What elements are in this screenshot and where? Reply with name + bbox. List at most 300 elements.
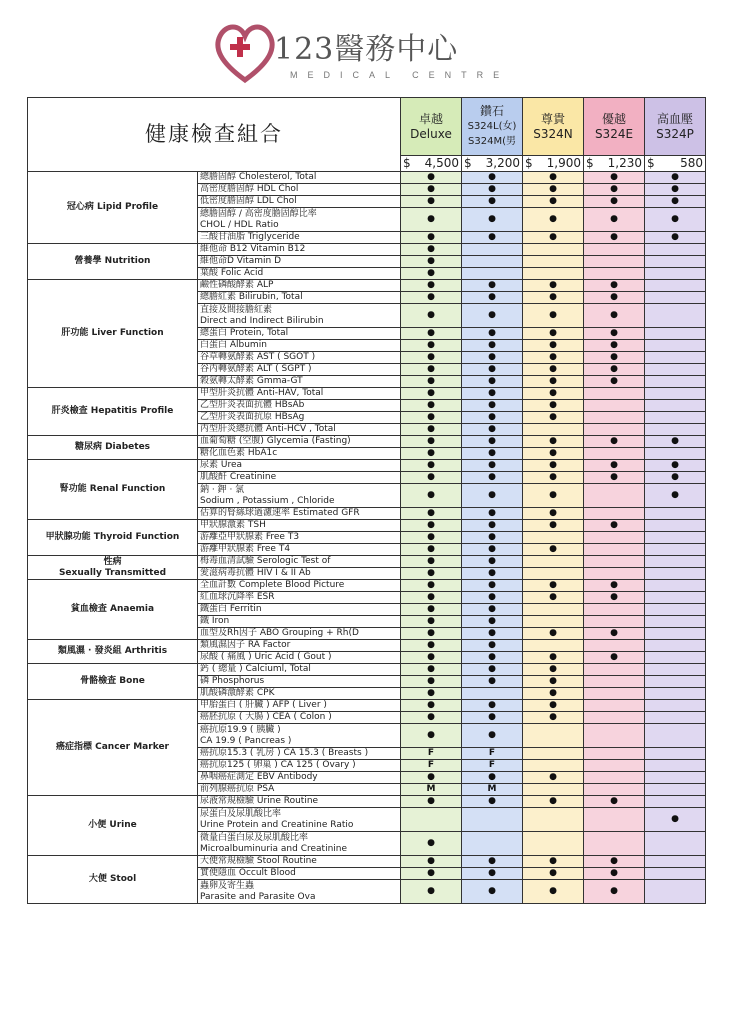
package-mark-cell bbox=[462, 268, 523, 280]
included-dot-icon: ● bbox=[488, 340, 496, 350]
package-mark-cell bbox=[401, 556, 462, 568]
package-mark-cell bbox=[523, 460, 584, 472]
included-dot-icon: ● bbox=[488, 616, 496, 626]
package-mark-cell bbox=[584, 304, 645, 328]
included-dot-icon: ● bbox=[427, 244, 435, 254]
gender-marker: F bbox=[488, 760, 496, 770]
package-mark-cell bbox=[401, 784, 462, 796]
table-row bbox=[28, 172, 706, 184]
test-name: 肌酸磷激酵素 CPK bbox=[198, 688, 401, 700]
package-mark-cell bbox=[523, 352, 584, 364]
included-dot-icon: ● bbox=[488, 448, 496, 458]
package-mark-cell bbox=[462, 688, 523, 700]
test-name: 維他命D Vitamin D bbox=[198, 256, 401, 268]
package-mark-cell bbox=[645, 232, 706, 244]
included-dot-icon: ● bbox=[488, 556, 496, 566]
package-header-2 bbox=[523, 98, 584, 156]
test-name: 愛滋病毒抗體 HIV I & II Ab bbox=[198, 568, 401, 580]
test-name: 微量白蛋白尿及尿肌酸比率 Microalbuminuria and Creatinine bbox=[198, 832, 401, 856]
package-mark-cell bbox=[645, 244, 706, 256]
included-dot-icon: ● bbox=[427, 568, 435, 578]
test-name: 穀氨轉太酵素 Gmma-GT bbox=[198, 376, 401, 388]
package-mark-cell bbox=[584, 280, 645, 292]
included-dot-icon: ● bbox=[427, 364, 435, 374]
included-dot-icon: ● bbox=[610, 856, 618, 866]
package-mark-cell bbox=[584, 664, 645, 676]
test-name: 總膽固醇 / 高密度膽固醇比率 CHOL / HDL Ratio bbox=[198, 208, 401, 232]
package-mark-cell bbox=[401, 400, 462, 412]
included-dot-icon: ● bbox=[549, 856, 557, 866]
included-dot-icon: ● bbox=[427, 580, 435, 590]
package-mark-cell bbox=[523, 244, 584, 256]
package-mark-cell bbox=[462, 280, 523, 292]
package-mark-cell bbox=[645, 652, 706, 664]
included-dot-icon: ● bbox=[427, 472, 435, 482]
package-mark-cell bbox=[645, 592, 706, 604]
package-mark-cell bbox=[462, 532, 523, 544]
package-mark-cell bbox=[462, 256, 523, 268]
package-mark-cell bbox=[401, 412, 462, 424]
included-dot-icon: ● bbox=[427, 532, 435, 542]
price-currency: $ bbox=[525, 156, 533, 170]
included-dot-icon: ● bbox=[610, 364, 618, 374]
package-price-4 bbox=[645, 156, 706, 172]
included-dot-icon: ● bbox=[427, 490, 435, 500]
package-mark-cell bbox=[645, 700, 706, 712]
package-mark-cell bbox=[584, 760, 645, 772]
package-mark-cell bbox=[401, 280, 462, 292]
package-mark-cell bbox=[523, 292, 584, 304]
included-dot-icon: ● bbox=[610, 460, 618, 470]
included-dot-icon: ● bbox=[488, 664, 496, 674]
included-dot-icon: ● bbox=[549, 412, 557, 422]
package-mark-cell bbox=[584, 244, 645, 256]
included-dot-icon: ● bbox=[549, 436, 557, 446]
table-row bbox=[28, 436, 706, 448]
test-name: 鐵 Iron bbox=[198, 616, 401, 628]
package-mark-cell bbox=[645, 616, 706, 628]
package-mark-cell bbox=[523, 364, 584, 376]
included-dot-icon: ● bbox=[488, 700, 496, 710]
package-mark-cell bbox=[584, 184, 645, 196]
included-dot-icon: ● bbox=[549, 772, 557, 782]
included-dot-icon: ● bbox=[671, 814, 679, 824]
package-mark-cell bbox=[523, 580, 584, 592]
package-mark-cell bbox=[462, 748, 523, 760]
package-mark-cell bbox=[462, 616, 523, 628]
included-dot-icon: ● bbox=[488, 604, 496, 614]
package-mark-cell bbox=[401, 424, 462, 436]
package-mark-cell bbox=[584, 520, 645, 532]
included-dot-icon: ● bbox=[549, 688, 557, 698]
package-mark-cell bbox=[401, 520, 462, 532]
package-mark-cell bbox=[584, 880, 645, 904]
package-mark-cell bbox=[462, 664, 523, 676]
table-title: 健康檢查組合 bbox=[28, 98, 401, 172]
included-dot-icon: ● bbox=[427, 196, 435, 206]
package-mark-cell bbox=[462, 724, 523, 748]
package-mark-cell bbox=[401, 172, 462, 184]
package-mark-cell bbox=[462, 424, 523, 436]
package-mark-cell bbox=[645, 712, 706, 724]
package-mark-cell bbox=[401, 808, 462, 832]
included-dot-icon: ● bbox=[610, 868, 618, 878]
package-mark-cell bbox=[462, 244, 523, 256]
package-mark-cell bbox=[584, 772, 645, 784]
package-header-4 bbox=[645, 98, 706, 156]
test-name: 磷 Phosphorus bbox=[198, 676, 401, 688]
package-mark-cell bbox=[462, 364, 523, 376]
package-mark-cell bbox=[584, 376, 645, 388]
package-mark-cell bbox=[401, 796, 462, 808]
included-dot-icon: ● bbox=[488, 628, 496, 638]
package-mark-cell bbox=[523, 700, 584, 712]
package-mark-cell bbox=[584, 352, 645, 364]
included-dot-icon: ● bbox=[427, 640, 435, 650]
package-mark-cell bbox=[462, 544, 523, 556]
package-mark-cell bbox=[584, 172, 645, 184]
package-mark-cell bbox=[462, 484, 523, 508]
included-dot-icon: ● bbox=[610, 592, 618, 602]
package-mark-cell bbox=[401, 580, 462, 592]
category-label: 糖尿病 Diabetes bbox=[28, 436, 198, 460]
package-mark-cell bbox=[584, 592, 645, 604]
test-name: 甲型肝炎抗體 Anti-HAV, Total bbox=[198, 388, 401, 400]
included-dot-icon: ● bbox=[549, 364, 557, 374]
package-mark-cell bbox=[401, 232, 462, 244]
included-dot-icon: ● bbox=[427, 712, 435, 722]
test-name: 甲胎蛋白 ( 肝臟 ) AFP ( Liver ) bbox=[198, 700, 401, 712]
package-mark-cell bbox=[462, 880, 523, 904]
package-mark-cell bbox=[523, 268, 584, 280]
included-dot-icon: ● bbox=[488, 796, 496, 806]
package-line2-3: S324E bbox=[594, 126, 634, 141]
table-row bbox=[28, 700, 706, 712]
package-mark-cell bbox=[523, 340, 584, 352]
package-mark-cell bbox=[523, 328, 584, 340]
package-mark-cell bbox=[584, 436, 645, 448]
package-mark-cell bbox=[645, 676, 706, 688]
included-dot-icon: ● bbox=[427, 448, 435, 458]
brand-subtitle: MEDICAL CENTRE bbox=[290, 70, 510, 80]
included-dot-icon: ● bbox=[549, 172, 557, 182]
included-dot-icon: ● bbox=[488, 544, 496, 554]
brand-logo bbox=[210, 18, 510, 90]
package-mark-cell bbox=[401, 352, 462, 364]
price-currency: $ bbox=[586, 156, 594, 170]
package-mark-cell bbox=[523, 172, 584, 184]
included-dot-icon: ● bbox=[488, 196, 496, 206]
package-line2-1: S324L(女) bbox=[467, 121, 517, 132]
table-row bbox=[28, 856, 706, 868]
package-mark-cell bbox=[462, 832, 523, 856]
test-name: 尿酸 ( 痛風 ) Uric Acid ( Gout ) bbox=[198, 652, 401, 664]
test-name: 尿蛋白及尿肌酸比率 Urine Protein and Creatinine Ratio bbox=[198, 808, 401, 832]
included-dot-icon: ● bbox=[488, 640, 496, 650]
gender-marker: F bbox=[427, 748, 435, 758]
package-mark-cell bbox=[584, 472, 645, 484]
included-dot-icon: ● bbox=[549, 700, 557, 710]
package-mark-cell bbox=[645, 256, 706, 268]
package-mark-cell bbox=[401, 508, 462, 520]
included-dot-icon: ● bbox=[488, 460, 496, 470]
package-mark-cell bbox=[584, 400, 645, 412]
package-mark-cell bbox=[645, 364, 706, 376]
included-dot-icon: ● bbox=[671, 490, 679, 500]
package-mark-cell bbox=[645, 424, 706, 436]
package-mark-cell bbox=[645, 580, 706, 592]
included-dot-icon: ● bbox=[488, 184, 496, 194]
included-dot-icon: ● bbox=[427, 556, 435, 566]
package-mark-cell bbox=[523, 796, 584, 808]
package-mark-cell bbox=[645, 280, 706, 292]
test-name: 葉酸 Folic Acid bbox=[198, 268, 401, 280]
included-dot-icon: ● bbox=[427, 232, 435, 242]
package-mark-cell bbox=[523, 280, 584, 292]
included-dot-icon: ● bbox=[488, 676, 496, 686]
package-mark-cell bbox=[584, 328, 645, 340]
included-dot-icon: ● bbox=[671, 460, 679, 470]
package-mark-cell bbox=[462, 676, 523, 688]
included-dot-icon: ● bbox=[610, 436, 618, 446]
test-name: 鹼性磷酸酵素 ALP bbox=[198, 280, 401, 292]
package-mark-cell bbox=[401, 532, 462, 544]
included-dot-icon: ● bbox=[610, 376, 618, 386]
package-mark-cell bbox=[645, 532, 706, 544]
package-mark-cell bbox=[401, 472, 462, 484]
test-name: 白蛋白 Albumin bbox=[198, 340, 401, 352]
included-dot-icon: ● bbox=[488, 232, 496, 242]
table-row bbox=[28, 796, 706, 808]
package-mark-cell bbox=[584, 196, 645, 208]
included-dot-icon: ● bbox=[549, 544, 557, 554]
package-mark-cell bbox=[401, 448, 462, 460]
package-mark-cell bbox=[584, 652, 645, 664]
package-mark-cell bbox=[645, 748, 706, 760]
package-mark-cell bbox=[462, 628, 523, 640]
package-mark-cell bbox=[523, 784, 584, 796]
package-mark-cell bbox=[462, 856, 523, 868]
package-mark-cell bbox=[584, 796, 645, 808]
package-mark-cell bbox=[523, 616, 584, 628]
package-mark-cell bbox=[645, 640, 706, 652]
price-value: 1,900 bbox=[546, 156, 581, 170]
included-dot-icon: ● bbox=[427, 184, 435, 194]
package-mark-cell bbox=[645, 436, 706, 448]
category-label: 營養學 Nutrition bbox=[28, 244, 198, 280]
package-mark-cell bbox=[523, 748, 584, 760]
included-dot-icon: ● bbox=[427, 292, 435, 302]
included-dot-icon: ● bbox=[427, 268, 435, 278]
category-label: 骨骼檢查 Bone bbox=[28, 664, 198, 700]
included-dot-icon: ● bbox=[549, 796, 557, 806]
package-mark-cell bbox=[462, 304, 523, 328]
package-mark-cell bbox=[645, 796, 706, 808]
category-label: 腎功能 Renal Function bbox=[28, 460, 198, 520]
included-dot-icon: ● bbox=[427, 628, 435, 638]
included-dot-icon: ● bbox=[488, 328, 496, 338]
included-dot-icon: ● bbox=[549, 232, 557, 242]
category-label: 性病 Sexually Transmitted bbox=[28, 556, 198, 580]
package-mark-cell bbox=[462, 196, 523, 208]
package-mark-cell bbox=[462, 352, 523, 364]
package-mark-cell bbox=[401, 196, 462, 208]
package-mark-cell bbox=[462, 568, 523, 580]
included-dot-icon: ● bbox=[427, 838, 435, 848]
included-dot-icon: ● bbox=[671, 232, 679, 242]
package-mark-cell bbox=[645, 328, 706, 340]
package-mark-cell bbox=[645, 784, 706, 796]
package-mark-cell bbox=[401, 328, 462, 340]
included-dot-icon: ● bbox=[549, 214, 557, 224]
package-mark-cell bbox=[584, 856, 645, 868]
package-mark-cell bbox=[584, 700, 645, 712]
package-mark-cell bbox=[523, 664, 584, 676]
package-mark-cell bbox=[523, 184, 584, 196]
package-mark-cell bbox=[523, 760, 584, 772]
included-dot-icon: ● bbox=[549, 580, 557, 590]
test-name: 類風濕因子 RA Factor bbox=[198, 640, 401, 652]
included-dot-icon: ● bbox=[488, 292, 496, 302]
included-dot-icon: ● bbox=[488, 280, 496, 290]
gender-marker: F bbox=[427, 760, 435, 770]
included-dot-icon: ● bbox=[610, 628, 618, 638]
included-dot-icon: ● bbox=[488, 520, 496, 530]
included-dot-icon: ● bbox=[488, 568, 496, 578]
test-name: 鈉 · 鉀 · 氯 Sodium , Potassium , Chloride bbox=[198, 484, 401, 508]
included-dot-icon: ● bbox=[549, 652, 557, 662]
included-dot-icon: ● bbox=[610, 196, 618, 206]
package-mark-cell bbox=[523, 712, 584, 724]
gender-marker: F bbox=[488, 748, 496, 758]
package-mark-cell bbox=[584, 508, 645, 520]
package-mark-cell bbox=[401, 292, 462, 304]
included-dot-icon: ● bbox=[549, 352, 557, 362]
included-dot-icon: ● bbox=[488, 508, 496, 518]
package-mark-cell bbox=[401, 592, 462, 604]
included-dot-icon: ● bbox=[549, 310, 557, 320]
package-mark-cell bbox=[584, 568, 645, 580]
included-dot-icon: ● bbox=[427, 400, 435, 410]
category-label: 類風濕 · 發炎組 Arthritis bbox=[28, 640, 198, 664]
included-dot-icon: ● bbox=[549, 868, 557, 878]
package-mark-cell bbox=[584, 340, 645, 352]
package-mark-cell bbox=[401, 724, 462, 748]
package-mark-cell bbox=[584, 424, 645, 436]
included-dot-icon: ● bbox=[488, 730, 496, 740]
included-dot-icon: ● bbox=[427, 520, 435, 530]
included-dot-icon: ● bbox=[610, 472, 618, 482]
health-check-table bbox=[27, 97, 706, 904]
package-mark-cell bbox=[584, 868, 645, 880]
package-mark-cell bbox=[584, 364, 645, 376]
test-name: 前列腺癌抗原 PSA bbox=[198, 784, 401, 796]
package-line1-4: 高血壓 bbox=[656, 111, 693, 126]
included-dot-icon: ● bbox=[427, 352, 435, 362]
included-dot-icon: ● bbox=[427, 328, 435, 338]
price-currency: $ bbox=[647, 156, 655, 170]
included-dot-icon: ● bbox=[488, 592, 496, 602]
package-mark-cell bbox=[645, 292, 706, 304]
included-dot-icon: ● bbox=[549, 388, 557, 398]
test-name: 高密度膽固醇 HDL Chol bbox=[198, 184, 401, 196]
package-mark-cell bbox=[401, 880, 462, 904]
test-name: 甲狀腺激素 TSH bbox=[198, 520, 401, 532]
included-dot-icon: ● bbox=[427, 772, 435, 782]
package-mark-cell bbox=[462, 208, 523, 232]
package-mark-cell bbox=[523, 832, 584, 856]
table-row bbox=[28, 580, 706, 592]
package-mark-cell bbox=[462, 448, 523, 460]
included-dot-icon: ● bbox=[427, 700, 435, 710]
table-row bbox=[28, 520, 706, 532]
included-dot-icon: ● bbox=[427, 616, 435, 626]
category-label: 甲狀腺功能 Thyroid Function bbox=[28, 520, 198, 556]
table-row bbox=[28, 664, 706, 676]
package-mark-cell bbox=[401, 484, 462, 508]
package-mark-cell bbox=[401, 640, 462, 652]
package-mark-cell bbox=[645, 880, 706, 904]
included-dot-icon: ● bbox=[610, 232, 618, 242]
package-mark-cell bbox=[401, 364, 462, 376]
package-mark-cell bbox=[401, 268, 462, 280]
package-mark-cell bbox=[462, 700, 523, 712]
included-dot-icon: ● bbox=[610, 184, 618, 194]
included-dot-icon: ● bbox=[549, 328, 557, 338]
package-mark-cell bbox=[584, 832, 645, 856]
package-mark-cell bbox=[523, 868, 584, 880]
package-mark-cell bbox=[523, 544, 584, 556]
package-mark-cell bbox=[523, 556, 584, 568]
included-dot-icon: ● bbox=[610, 340, 618, 350]
included-dot-icon: ● bbox=[427, 280, 435, 290]
included-dot-icon: ● bbox=[671, 172, 679, 182]
included-dot-icon: ● bbox=[488, 712, 496, 722]
included-dot-icon: ● bbox=[488, 424, 496, 434]
included-dot-icon: ● bbox=[549, 490, 557, 500]
included-dot-icon: ● bbox=[671, 214, 679, 224]
package-price-2 bbox=[523, 156, 584, 172]
test-name: 游離甲狀腺素 Free T4 bbox=[198, 544, 401, 556]
package-mark-cell bbox=[645, 544, 706, 556]
included-dot-icon: ● bbox=[488, 364, 496, 374]
included-dot-icon: ● bbox=[427, 310, 435, 320]
included-dot-icon: ● bbox=[610, 520, 618, 530]
package-mark-cell bbox=[645, 412, 706, 424]
package-mark-cell bbox=[462, 796, 523, 808]
included-dot-icon: ● bbox=[488, 172, 496, 182]
included-dot-icon: ● bbox=[427, 886, 435, 896]
package-mark-cell bbox=[523, 424, 584, 436]
table-row bbox=[28, 280, 706, 292]
test-name: 乙型肝炎表面抗原 HBsAg bbox=[198, 412, 401, 424]
test-name: 癌胚抗原 ( 大腸 ) CEA ( Colon ) bbox=[198, 712, 401, 724]
package-mark-cell bbox=[645, 340, 706, 352]
included-dot-icon: ● bbox=[610, 292, 618, 302]
included-dot-icon: ● bbox=[488, 886, 496, 896]
package-mark-cell bbox=[645, 760, 706, 772]
package-mark-cell bbox=[645, 352, 706, 364]
included-dot-icon: ● bbox=[549, 280, 557, 290]
included-dot-icon: ● bbox=[488, 310, 496, 320]
test-name: 全血計數 Complete Blood Picture bbox=[198, 580, 401, 592]
package-mark-cell bbox=[523, 448, 584, 460]
package-mark-cell bbox=[523, 568, 584, 580]
included-dot-icon: ● bbox=[549, 628, 557, 638]
package-mark-cell bbox=[462, 604, 523, 616]
package-mark-cell bbox=[462, 292, 523, 304]
test-name: 總膽紅素 Bilirubin, Total bbox=[198, 292, 401, 304]
